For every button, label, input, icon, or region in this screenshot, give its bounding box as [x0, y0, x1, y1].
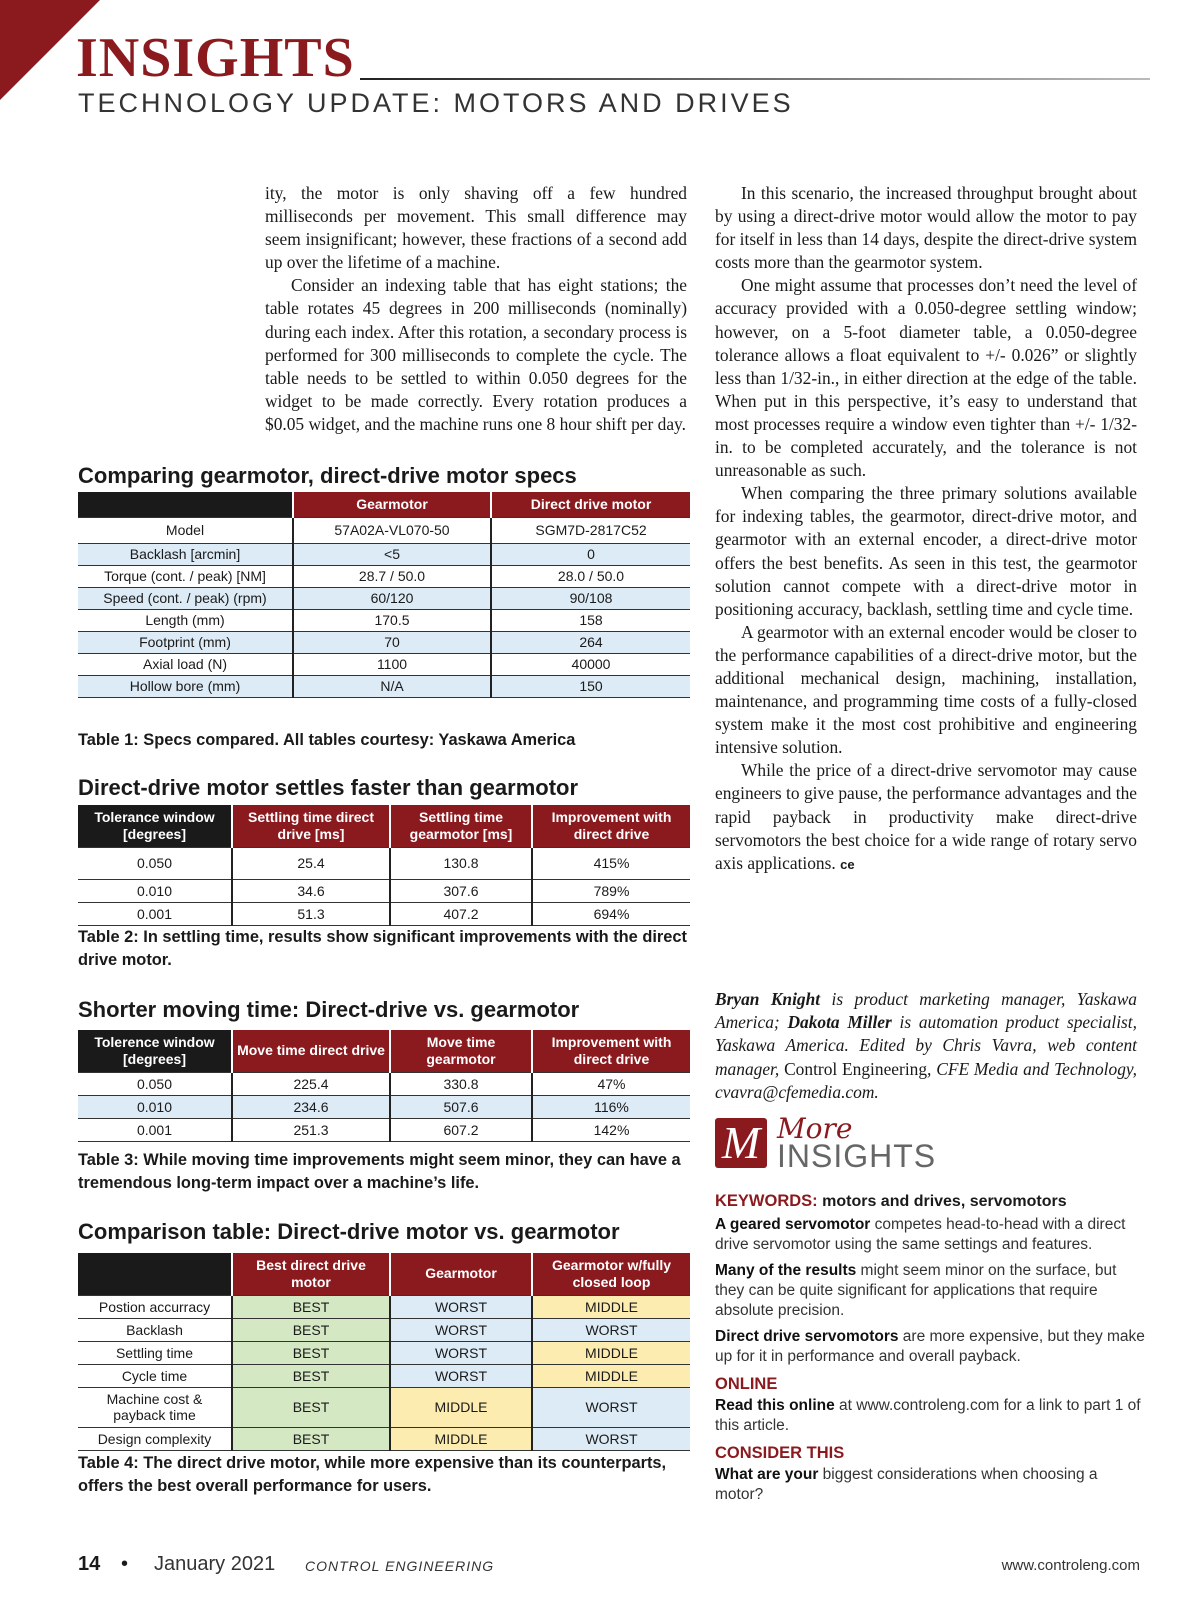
- moving-time-table: [78, 1030, 690, 1142]
- table-header: Gearmotor w/fully closed loop: [532, 1253, 690, 1295]
- table-header: Tolerance window [degrees]: [78, 805, 232, 847]
- table1-caption: Table 1: Specs compared. All tables courtesy: Yaskawa America: [78, 731, 576, 749]
- consider-text: biggest considerations when choosing a motor?: [715, 1466, 1098, 1503]
- table1-title: Comparing gearmotor, direct-drive motor specs: [78, 463, 577, 488]
- insight-text: are more expensive, but they make up for it in performance and overall payback.: [715, 1328, 1145, 1365]
- keywords-label: KEYWORDS:: [715, 1192, 818, 1210]
- consider-lead: What are your: [715, 1466, 819, 1483]
- end-mark: ce: [840, 856, 855, 872]
- table-header: Gearmotor: [390, 1253, 532, 1295]
- magazine-name: Control Engineering: [784, 1058, 928, 1079]
- table-header: Settling time direct drive [ms]: [232, 805, 390, 847]
- paragraph: ity, the motor is only shaving off a few hundred milliseconds per movement. This small difference may seem insignificant; however, these fractions of a second add up over the lifetime of a machine.: [265, 183, 687, 273]
- table-cell: 694%: [532, 902, 690, 925]
- table-cell: 28.0 / 50.0: [491, 565, 690, 587]
- table-cell: WORST: [532, 1387, 690, 1427]
- table-cell: Length (mm): [78, 609, 293, 631]
- table-cell: 90/108: [491, 587, 690, 609]
- table-cell: WORST: [390, 1364, 532, 1387]
- table3-title: Shorter moving time: Direct-drive vs. gearmotor: [78, 997, 580, 1022]
- table-cell: 0.001: [78, 1118, 232, 1141]
- table-header: Best direct drive motor: [232, 1253, 390, 1295]
- table-cell: WORST: [390, 1318, 532, 1341]
- table-cell: 607.2: [390, 1118, 532, 1141]
- insight-lead: Many of the results: [715, 1262, 857, 1279]
- online-lead[interactable]: Read this online: [715, 1397, 835, 1414]
- table-cell: 0.010: [78, 879, 232, 902]
- paragraph: In this scenario, the increased throughput brought about by using a direct-drive motor would allow the motor to pay for itself in less than 14 days, despite the direct-drive system costs more than the gearmotor system.: [715, 183, 1137, 273]
- table-cell: BEST: [232, 1364, 390, 1387]
- footer-bullet: •: [121, 1553, 129, 1575]
- table-header: Move time direct drive: [232, 1030, 390, 1072]
- table2-title: Direct-drive motor settles faster than gearmotor: [78, 775, 579, 800]
- insight-item: [715, 1261, 1145, 1321]
- online-text: at www.controleng.com for a link to part 1 of this article.: [715, 1397, 1141, 1434]
- online-label: ONLINE: [715, 1375, 778, 1393]
- page-number: 14: [78, 1553, 101, 1575]
- table-cell: 47%: [532, 1072, 690, 1095]
- table-cell: 307.6: [390, 879, 532, 902]
- table-cell: WORST: [532, 1427, 690, 1450]
- table-cell: MIDDLE: [532, 1341, 690, 1364]
- table-header: Improvement with direct drive: [532, 1030, 690, 1072]
- table-cell: 60/120: [293, 587, 491, 609]
- table-cell: 0.010: [78, 1095, 232, 1118]
- insight-lead: A geared servomotor: [715, 1216, 871, 1233]
- table-cell: 158: [491, 609, 690, 631]
- table-cell: 40000: [491, 653, 690, 675]
- table-cell: BEST: [232, 1387, 390, 1427]
- table-cell: 130.8: [390, 847, 532, 879]
- author-name: Bryan Knight: [715, 989, 821, 1009]
- keywords: motors and drives, servomotors: [822, 1193, 1067, 1210]
- table3-caption: Table 3: While moving time improvements might seem minor, they can have a tremendous long-term impact over a machine’s life.: [78, 1151, 681, 1192]
- table-cell: 34.6: [232, 879, 390, 902]
- table-cell: BEST: [232, 1318, 390, 1341]
- table-cell: Machine cost & payback time: [78, 1387, 232, 1427]
- table-cell: Model: [78, 517, 293, 543]
- table-header: Tolerence window [degrees]: [78, 1030, 232, 1072]
- insight-item: [715, 1327, 1145, 1367]
- table-cell: BEST: [232, 1295, 390, 1318]
- more-label: More: [777, 1112, 853, 1145]
- table-cell: SGM7D-2817C52: [491, 517, 690, 543]
- consider-item: [715, 1465, 1145, 1505]
- table-cell: MIDDLE: [390, 1427, 532, 1450]
- paragraph: One might assume that processes don’t need the level of accuracy provided with a 0.050-degree settling window; however, on a 5-foot diameter table, a 0.050-degree tolerance allows a float equivalent to +/- 0.026” or slightly less than 1/32-in., in either direction at the edge of the table. When put in this perspective, it’s easy to understand that most processes require a window even tighter than +/- 1/32-in. to be completed accurately, and the tolerance is not unreasonable as such.: [715, 275, 1137, 481]
- table-cell: 1100: [293, 653, 491, 675]
- paragraph: A gearmotor with an external encoder would be closer to the performance capabilities of a direct-drive motor, but the additional mechanical design, machining, installation, maintenance, and programming time costs of a fully-closed system make it the most cost prohibitive and engineering intensive solution.: [715, 621, 1137, 758]
- table-cell: 116%: [532, 1095, 690, 1118]
- more-insights-logo: M: [715, 1118, 767, 1168]
- table-cell: BEST: [232, 1427, 390, 1450]
- table-cell: Hollow bore (mm): [78, 675, 293, 697]
- more-insights-content: [715, 1192, 1145, 1511]
- author-text: , CFE Media and Technology, cvavra@cfemedia.com.: [715, 1058, 1137, 1102]
- paragraph: When comparing the three primary solutions available for indexing tables, the gearmotor, direct-drive motor, and gearmotor with an external encoder, a direct-drive motor offers the best benefits. As seen in this test, the gearmotor solution cannot compete with a direct-drive motor in positioning accuracy, backlash, settling time and cycle time.: [715, 483, 1137, 619]
- table-cell: 0.050: [78, 1072, 232, 1095]
- table-cell: 264: [491, 631, 690, 653]
- table2-caption: Table 2: In settling time, results show significant improvements with the direct drive motor.: [78, 928, 687, 969]
- settling-table: [78, 805, 690, 926]
- table-header: [78, 492, 293, 517]
- author-name: Dakota Miller: [787, 1012, 892, 1033]
- insights-label: INSIGHTS: [777, 1138, 937, 1174]
- table-cell: Footprint (mm): [78, 631, 293, 653]
- table-cell: 70: [293, 631, 491, 653]
- table4-title: Comparison table: Direct-drive motor vs. gearmotor: [78, 1219, 620, 1244]
- magazine-name: CONTROL ENGINEERING: [305, 1558, 495, 1574]
- table-cell: 0.050: [78, 847, 232, 879]
- table-cell: 0.001: [78, 902, 232, 925]
- table-cell: 251.3: [232, 1118, 390, 1141]
- table-cell: 150: [491, 675, 690, 697]
- online-item[interactable]: [715, 1396, 1145, 1436]
- specs-table: [78, 492, 690, 698]
- page-title: INSIGHTS: [76, 27, 355, 89]
- insight-text: competes head-to-head with a direct drive servomotor using the same settings and features.: [715, 1216, 1126, 1253]
- insight-lead: Direct drive servomotors: [715, 1328, 899, 1345]
- section-subtitle: TECHNOLOGY UPDATE: MOTORS AND DRIVES: [78, 88, 794, 118]
- table4-caption: Table 4: The direct drive motor, while more expensive than its counterparts, offers the best overall performance for users.: [78, 1454, 667, 1495]
- table-cell: 507.6: [390, 1095, 532, 1118]
- table-cell: MIDDLE: [532, 1295, 690, 1318]
- table-cell: 25.4: [232, 847, 390, 879]
- paragraph: [715, 759, 1137, 875]
- table-cell: WORST: [390, 1295, 532, 1318]
- table-header: Improvement with direct drive: [532, 805, 690, 847]
- paragraph-text: While the price of a direct-drive servomotor may cause engineers to give pause, the performance advantages and the rapid payback in productivity make direct-drive servomotors the best choice for a wide range of rotary servo axis applications.: [715, 760, 1137, 873]
- table-cell: Postion accurracy: [78, 1295, 232, 1318]
- article-column-left: [265, 182, 687, 436]
- table-header: Move time gearmotor: [390, 1030, 532, 1072]
- insight-item: [715, 1215, 1145, 1255]
- table-cell: Settling time: [78, 1341, 232, 1364]
- table-header: [78, 1253, 232, 1295]
- comparison-table: [78, 1253, 690, 1451]
- keywords-line: [715, 1192, 1145, 1211]
- table-cell: WORST: [390, 1341, 532, 1364]
- table-cell: N/A: [293, 675, 491, 697]
- table-header: Gearmotor: [293, 492, 491, 517]
- table-cell: 51.3: [232, 902, 390, 925]
- paragraph: Consider an indexing table that has eight stations; the table rotates 45 degrees in 200 milliseconds (nominally) during each index. After this rotation, a secondary process is performed for 300 milliseconds to complete the cycle. The table needs to be settled to within 0.050 degrees for the widget to be made correctly. Every rotation produces a $0.05 widget, and the machine runs one 8 hour shift per day.: [265, 275, 687, 434]
- table-cell: Backlash: [78, 1318, 232, 1341]
- table-cell: 407.2: [390, 902, 532, 925]
- table-cell: 0: [491, 543, 690, 565]
- insight-text: might seem minor on the surface, but they can be quite significant for applications that require absolute precision.: [715, 1262, 1117, 1319]
- table-cell: 234.6: [232, 1095, 390, 1118]
- table-cell: 28.7 / 50.0: [293, 565, 491, 587]
- header-rule: [360, 78, 1150, 80]
- table-cell: WORST: [532, 1318, 690, 1341]
- author-bio: [715, 988, 1137, 1104]
- issue-date: January 2021: [154, 1553, 276, 1575]
- table-cell: 142%: [532, 1118, 690, 1141]
- table-cell: Backlash [arcmin]: [78, 543, 293, 565]
- table-cell: 170.5: [293, 609, 491, 631]
- article-column-right: [715, 182, 1137, 876]
- table-cell: 330.8: [390, 1072, 532, 1095]
- table-cell: 57A02A-VL070-50: [293, 517, 491, 543]
- table-cell: 225.4: [232, 1072, 390, 1095]
- table-cell: Axial load (N): [78, 653, 293, 675]
- table-cell: <5: [293, 543, 491, 565]
- consider-label: CONSIDER THIS: [715, 1444, 845, 1462]
- table-header: Settling time gearmotor [ms]: [390, 805, 532, 847]
- table-cell: Torque (cont. / peak) [NM]: [78, 565, 293, 587]
- table-header: Direct drive motor: [491, 492, 690, 517]
- table-cell: 789%: [532, 879, 690, 902]
- site-url[interactable]: www.controleng.com: [1001, 1557, 1140, 1574]
- table-cell: Speed (cont. / peak) (rpm): [78, 587, 293, 609]
- author-text: is product marketing manager, Yaskawa America;: [715, 989, 1137, 1033]
- table-cell: Design complexity: [78, 1427, 232, 1450]
- table-cell: 415%: [532, 847, 690, 879]
- table-cell: MIDDLE: [390, 1387, 532, 1427]
- table-cell: BEST: [232, 1341, 390, 1364]
- author-text: is automation product specialist, Yaskawa America. Edited by Chris Vavra, web content manager,: [715, 1012, 1137, 1079]
- table-cell: Cycle time: [78, 1364, 232, 1387]
- table-cell: MIDDLE: [532, 1364, 690, 1387]
